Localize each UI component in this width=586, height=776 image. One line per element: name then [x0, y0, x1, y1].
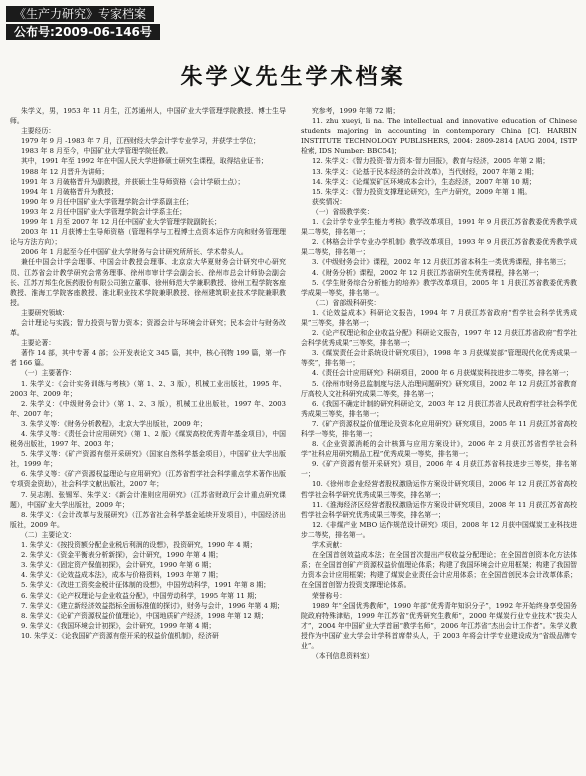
paragraph: 1979 年 9 月 -1983 年 7 月，江西财经大学会计学专业学习，并获学士学位； [20, 137, 260, 146]
paragraph: 6. 朱学义：《论产权理论与企业收益分配》，中国劳动科学，1995 年第 11 期； [20, 591, 261, 600]
paragraph: 著作 14 部，其中专著 4 部；公开发表论文 345 篇，其中，核心刊物 199 篇，第一作者 166 篇。 [10, 349, 286, 368]
paragraph: 1994 年 1 月破格晋升为教授； [20, 187, 118, 196]
paragraph: 2003 年 11 月获博士生导师资格（管理科学与工程博士点资本运作方向和财务管理理论与方法方向）； [10, 228, 286, 247]
paragraph: 学术贡献： [311, 541, 347, 550]
paragraph: 3.《煤炭责任会计系统设计研究项目》，1998 年 3 月获煤炭部“管理现代化优秀成果一等奖”，排名第一； [301, 349, 577, 368]
paragraph: 5. 朱学义等：《矿产资源有偿开采研究》（国家自然科学基金项目），中国矿业大学出版社，1999 年； [10, 450, 286, 469]
paragraph: （一）省级教学奖： [311, 207, 374, 216]
paragraph: 12.《非煤产业 MBO 运作规范设计研究》项目，2008 年 12 月获中国煤炭工业科技进步二等奖，排名第一。 [301, 520, 577, 539]
paragraph: 究参考，1999 年第 72 期； [311, 107, 400, 115]
paragraph: 10. 朱学义：《论我国矿产资源有偿开采的权益价值机制》，经济研 [20, 631, 219, 640]
paragraph: 8. 朱学义：《论矿产资源权益价值理论》，中国地质矿产经济，1998 年第 12 期； [20, 611, 268, 620]
paragraph: 7. 吴志刚、张锡军、朱学义：《新会计准则应用研究》（江苏省财政厅会计重点研究课题），中国矿业大学出版社，2009 年； [10, 490, 286, 509]
publication-code-tag: 公布号:2009-06-146号 [6, 24, 160, 40]
paragraph: 2.《林格会计学专业办学机制》教学改革项目，1993 年 9 月获江苏省教委优秀教学成果二等奖，排名第一； [301, 238, 577, 257]
left-column [10, 106, 286, 770]
paragraph: 荣誉称号： [311, 591, 347, 600]
paragraph: 1993 年 2 月任中国矿业大学管理学院会计学系主任； [20, 207, 187, 216]
paragraph: 5.《徐州市财务总监制度与法人治理问题研究》研究项目，2002 年 12 月获江苏省教育厅高校人文社科研究成果二等奖，排名第一； [301, 379, 577, 398]
paragraph: 1991 年 3 月破格晋升为副教授，并获硕士生导师资格（会计学硕士点）； [20, 177, 245, 186]
paragraph: 13. 朱学义：《论基于民本经济的会计改革》，当代财经，2007 年第 2 期； [311, 167, 539, 176]
paragraph: 1. 朱学义：《会计实务训练与考核》（第 1、2、3 版），机械工业出版社，1995 年、2003 年、2009 年； [10, 379, 286, 398]
paragraph: 11. zhu xueyi, li na. The intellectual and innovative education of Chinese students majoring in accounting in contemporary China [C]. HARBIN INSTITUTE TECHNOLOGY PUBLISHERS, 2004: 2809-2814 [AUG 2004, ISTP 检索, IDS Number: BBC54]； [301, 117, 577, 156]
paragraph: 2006 年 1 月起至今任中国矿业大学财务与会计研究所所长、学术带头人。 [20, 248, 248, 257]
paragraph: 1989 年“全国优秀教师”，1990 年部“优秀青年知识分子”，1992 年开始终身享受国务院政府特殊津贴，1999 年江苏省“优秀研究生教师”，2000 年煤炭行业专业技术“拔尖人才”，2004 年中国矿业大学首届“教学名师”，2006 年江苏省“杰出会计工作者”。朱学义教授作为中国矿业大学会计学科首席带头人，于 2003 年将会计学专业建设成为“省级品牌专业”。 [301, 601, 577, 650]
paragraph: 3. 朱学义等：《财务分析教程》，北京大学出版社，2009 年； [20, 419, 207, 428]
paragraph: 8.《企业资源消耗的会计核算与应用方案设计》，2006 年 2 月获江苏省哲学社会科学“社科应用研究精品工程”优秀成果一等奖，排名第一； [301, 440, 577, 459]
paragraph: 2. 朱学义：《资金平衡表分析新探》，会计研究，1990 年第 4 期； [20, 551, 223, 560]
paragraph: 4.《责任会计应用研究》科研项目，2000 年 6 月获煤炭科技进步二等奖，排名第一； [311, 369, 573, 378]
paragraph: 5.《学生财务综合分析能力的培养》教学改革项目，2005 年 1 月获江苏省教委优秀教学成果一等奖，排名第一。 [301, 278, 577, 297]
paragraph: 6. 朱学义等：《矿产资源权益理论与应用研究》（江苏省哲学社会科学重点学术著作出版专项资金资助），社会科学文献出版社，2007 年； [10, 470, 286, 489]
paragraph: （一）主要著作： [20, 369, 76, 378]
paragraph: 2.《论产权理论和企业收益分配》科研论文报告，1997 年 12 月获江苏省政府“哲学社会科学优秀成果”三等奖，排名第一； [301, 329, 577, 348]
paragraph: 会计理论与实践；智力投资与智力资本；资源会计与环境会计研究；民本会计与财务改革。 [10, 318, 286, 338]
paragraph: 1988 年 12 月晋升为讲师； [20, 167, 109, 176]
paragraph: 其中，1991 年至 1992 年在中国人民大学进修硕士研究生课程，取得结业证书； [20, 157, 268, 166]
paragraph: 15. 朱学义：《智力投资支撑理论研究》，生产力研究，2009 年第 1 期。 [311, 187, 532, 196]
paragraph: 主要研究领域： [20, 308, 69, 317]
paragraph: 获奖情况： [311, 197, 347, 206]
paragraph: 3. 朱学义：《固定资产保值初探》，会计研究，1990 年第 6 期； [20, 561, 216, 570]
paragraph: 1.《会计学专业学生能力考核》教学改革项目，1991 年 9 月获江苏省教委优秀教学成果二等奖，排名第一； [301, 218, 577, 237]
paragraph: 主要论著： [20, 339, 56, 348]
paragraph: 10.《徐州市企业经营者股权激励运作方案设计研究项目，2006 年 12 月获江苏省高校哲学社会科学研究优秀成果三等奖，排名第一； [301, 480, 577, 499]
footer-note: （本刊信息资料室） [311, 652, 374, 661]
paragraph: （二）省部级科研奖： [311, 298, 381, 307]
paragraph: 1. 朱学义：《按投资额分配企业税后利润的设想》，投资研究，1990 年 4 期； [20, 541, 257, 550]
paragraph: 12. 朱学义：《智力投资·智力资本·智力回报》，教育与经济，2005 年第 2 期； [311, 157, 550, 166]
paragraph: 在全国首创效益成本法；在全国首次提出产权收益分配理论；在全国首创资本化方法体系；在全国首创矿产资源权益价值理论体系；构建了我国环境会计应用框架；构建了我国智力资本会计应用框架；构建了煤炭企业责任会计应用体系；在全国首创民本会计改革体系；在全国首创智力投资支撑理论体系。 [301, 551, 577, 590]
paragraph: 4.《财务分析》课程，2002 年 12 月获江苏省研究生优秀课程，排名第一； [311, 268, 543, 277]
paragraph: 11.《淮海经济区经营者股权激励运作方案设计研究项目，2008 年 11 月获江苏省高校哲学社会科学研究优秀成果三等奖，排名第一； [301, 500, 577, 519]
series-tag: 《生产力研究》专家档案 [6, 6, 154, 22]
paragraph: 1990 年 9 月任中国矿业大学管理学院会计学系副主任； [20, 197, 193, 206]
right-column [301, 106, 577, 770]
paragraph: 6.《我国不确定计制的研究科研论文，2003 年 12 月获江苏省人民政府哲学社会科学优秀成果三等奖，排名第一； [301, 399, 577, 418]
paragraph: 2. 朱学义：《中级财务会计》（第 1、2、3 版），机械工业出版社，1997 年、2003 年、2007 年； [10, 399, 286, 418]
paragraph: 9.《矿产资源有偿开采研究》项目，2006 年 4 月获江苏省科技进步三等奖，排名第一； [301, 460, 577, 479]
paragraph: 8. 朱学义：《会计改革与发展研究》（江苏省社会科学基金延续开发项目），中国经济出版社，2009 年。 [10, 510, 286, 529]
article-title: 朱学义先生学术档案 [180, 64, 406, 90]
paragraph: 1983 年 8 月至今，中国矿业大学管理学院任教。 [20, 147, 173, 156]
paragraph: 主要经历： [20, 127, 56, 136]
paragraph: 朱学义，男，1953 年 11 月生，江苏通州人，中国矿业大学管理学院教授、博士生导师。 [10, 107, 286, 126]
paragraph: 4. 朱学义：《论效益成本法》，成本与价格资料，1993 年第 7 期； [20, 571, 223, 580]
paragraph: 9. 朱学义：《我国环境会计初探》，会计研究，1999 年第 4 期； [20, 621, 216, 630]
paragraph: 7. 朱学义：《建立新经济效益指标全面标准值的探讨》，财务与会计，1996 年第 4 期； [20, 601, 284, 610]
paragraph: 5. 朱学义：《改进工资奖金税计征体制的设想》，中国劳动科学，1991 年第 8 期； [20, 581, 271, 590]
paragraph: 4. 朱学义等：《责任会计应用研究》（第 1、2 版）《煤炭高校优秀青年基金项目》，中国税务出版社，1997 年、2003 年； [10, 430, 286, 449]
paragraph: 1.《论效益成本》科研论文报告，1994 年 7 月获江苏省政府“哲学社会科学优秀成果”三等奖，排名第一； [301, 308, 577, 327]
paragraph: 7.《矿产资源权益价值理论及资本化应用研究》研究项目，2005 年 11 月获江苏省高校科学一等奖，排名第一； [301, 419, 577, 438]
paragraph: 3.《中级财务会计》课程，2002 年 12 月获江苏省本科生一类优秀课程，排名第三； [311, 258, 571, 267]
paragraph: 1999 年 1 月至 2007 年 12 月任中国矿业大学管理学院副院长； [20, 218, 221, 227]
paragraph: （二）主要论文： [20, 530, 76, 539]
paragraph: 兼任中国会计学会理事、中国会计教授会理事、北京京大华夏财务会计研究中心研究员、江苏省会计教学研究会常务理事、徐州市审计学会副会长、徐州市总会计师协会副会长、江苏万邦生化医药股份有限公司独立董事、徐州师范大学兼职教授、徐州工程学院客座教授、淮海工学院客座教授、淮北职业技术学院兼职教授、徐州建筑职业技术学院兼职教授。 [10, 258, 286, 307]
paragraph: 14. 朱学义：《论煤炭矿区环境成本会计》，生态经济，2007 年第 10 期； [311, 177, 536, 186]
